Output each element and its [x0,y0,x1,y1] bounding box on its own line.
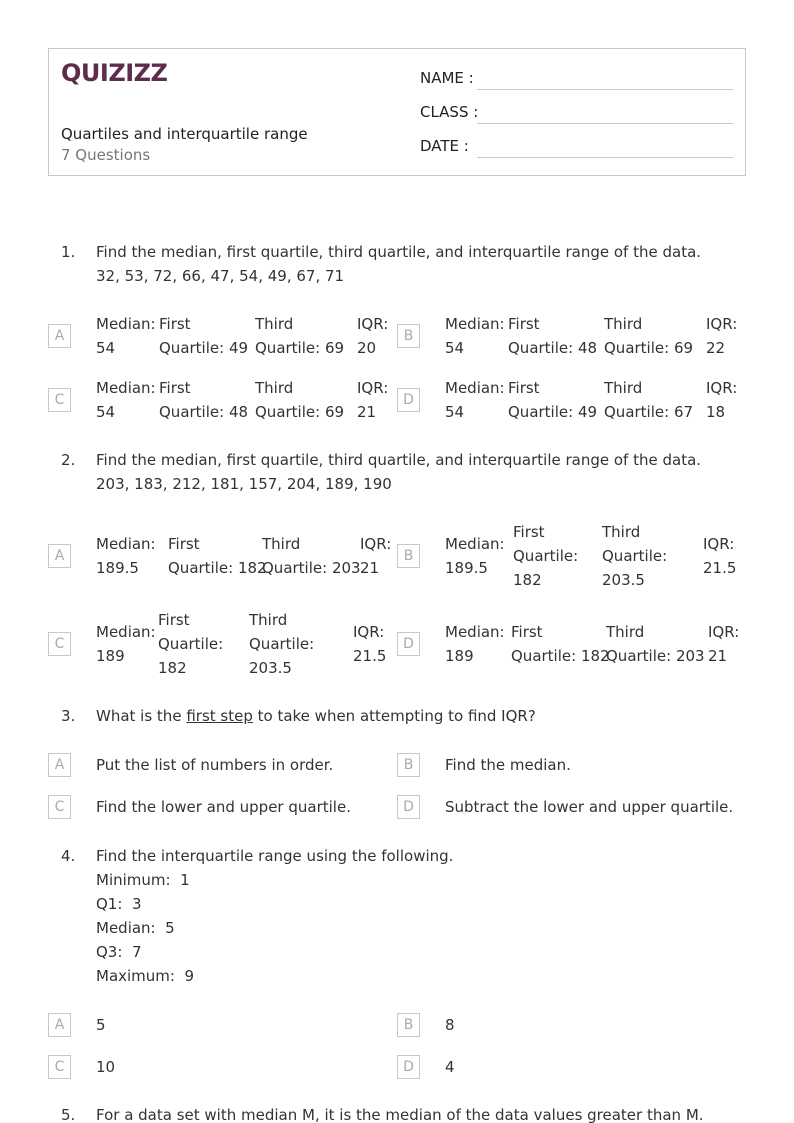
option-c-q1-label: First [159,379,191,397]
option-a-box[interactable]: A [48,544,71,568]
option-a-box[interactable]: A [48,753,71,777]
option-a-q1-value: Quartile: 49 [159,339,249,357]
option-b-text[interactable]: Find the median. [445,756,571,774]
option-a-q1-label: First [159,315,191,333]
option-d-iqr-label: IQR: [706,379,738,397]
option-d-q3-label: Third [604,379,643,397]
option-a-q3-label: Third [262,535,301,553]
question-data-line: Q3: 7 [96,943,142,961]
class-field[interactable] [477,123,733,124]
option-d-box[interactable]: D [397,1055,420,1079]
option-c-iqr-label: IQR: [353,623,385,641]
option-b-q3-label: Third [604,315,643,333]
option-d-q1-value: Quartile: 182 [511,647,610,665]
question-number: 5. [61,1106,76,1123]
option-b-median-value: 189.5 [445,559,488,577]
option-d-box[interactable]: D [397,795,420,819]
question-data-line: Median: 5 [96,919,175,937]
option-d-median-value: 189 [445,647,474,665]
option-b-q3-value: 203.5 [602,571,645,589]
question-emphasis: first step [186,707,253,725]
question-text: For a data set with median M, it is the median of the data values greater than M. [96,1106,704,1123]
option-c-q1-label: First [158,611,190,629]
option-a-q3-value: Quartile: 203 [262,559,361,577]
option-c-median-value: 189 [96,647,125,665]
date-field[interactable] [477,157,733,158]
option-a-median-value: 189.5 [96,559,139,577]
option-c-box[interactable]: C [48,1055,71,1079]
option-c-iqr-value: 21 [357,403,377,421]
option-b-median-label: Median: [445,315,505,333]
question-number: 2. [61,451,76,469]
option-d-text[interactable]: 4 [445,1058,455,1076]
option-b-iqr-value: 21.5 [703,559,737,577]
class-label: CLASS : [420,103,479,121]
worksheet-title: Quartiles and interquartile range [61,125,308,143]
option-a-median-label: Median: [96,535,156,553]
option-c-text[interactable]: 10 [96,1058,116,1076]
option-d-box[interactable]: D [397,388,420,412]
question-number: 4. [61,847,76,865]
question-data-line: Maximum: 9 [96,967,195,985]
option-b-box[interactable]: B [397,324,420,348]
option-c-q3-value: Quartile: 69 [255,403,345,421]
option-a-iqr-label: IQR: [360,535,392,553]
option-b-box[interactable]: B [397,544,420,568]
option-a-box[interactable]: A [48,1013,71,1037]
option-a-text[interactable]: Put the list of numbers in order. [96,756,334,774]
option-c-q3-value: 203.5 [249,659,292,677]
option-a-iqr-value: 20 [357,339,377,357]
question-number: 3. [61,707,76,725]
question-data-line: Minimum: 1 [96,871,190,889]
option-b-iqr-label: IQR: [703,535,735,553]
option-d-text[interactable]: Subtract the lower and upper quartile. [445,798,734,816]
option-b-q3-label: Third [602,523,641,541]
option-b-q1-label: First [513,523,545,541]
option-c-median-label: Median: [96,379,156,397]
option-a-median-value: 54 [96,339,116,357]
option-c-q3-label: Third [249,611,288,629]
option-a-q1-label: First [168,535,200,553]
option-d-q1-value: Quartile: 49 [508,403,598,421]
option-d-box[interactable]: D [397,632,420,656]
option-b-q1-label: First [508,315,540,333]
option-d-median-value: 54 [445,403,465,421]
question-text-part: What is the [96,707,187,725]
option-d-iqr-value: 21 [708,647,728,665]
name-field[interactable] [477,89,733,90]
option-c-median-label: Median: [96,623,156,641]
name-label: NAME : [420,69,474,87]
question-data: 32, 53, 72, 66, 47, 54, 49, 67, 71 [96,267,345,285]
option-b-q3-value: Quartile: 69 [604,339,694,357]
option-b-box[interactable]: B [397,753,420,777]
question-data-line: Q1: 3 [96,895,142,913]
option-b-q1-value: 182 [513,571,542,589]
question-data: 203, 183, 212, 181, 157, 204, 189, 190 [96,475,392,493]
option-b-median-label: Median: [445,535,505,553]
option-c-box[interactable]: C [48,795,71,819]
option-c-q3-label: Third [255,379,294,397]
option-d-iqr-label: IQR: [708,623,740,641]
option-a-box[interactable]: A [48,324,71,348]
option-b-q3-label-2: Quartile: [602,547,668,565]
option-d-median-label: Median: [445,623,505,641]
option-c-iqr-label: IQR: [357,379,389,397]
option-a-iqr-value: 21 [360,559,380,577]
option-b-box[interactable]: B [397,1013,420,1037]
option-c-q1-value: 182 [158,659,187,677]
option-a-q3-label: Third [255,315,294,333]
option-d-q3-value: Quartile: 67 [604,403,694,421]
option-b-q1-value: Quartile: 48 [508,339,598,357]
option-a-q3-value: Quartile: 69 [255,339,345,357]
option-c-median-value: 54 [96,403,116,421]
option-b-q1-label-2: Quartile: [513,547,579,565]
option-c-box[interactable]: C [48,388,71,412]
question-text: Find the median, first quartile, third quartile, and interquartile range of the data. [96,243,702,261]
question-count: 7 Questions [61,146,151,164]
option-b-iqr-label: IQR: [706,315,738,333]
option-c-q1-label-2: Quartile: [158,635,224,653]
option-c-q3-label-2: Quartile: [249,635,315,653]
date-label: DATE : [420,137,469,155]
question-text [96,704,536,728]
option-a-q1-value: Quartile: 182 [168,559,267,577]
option-c-text[interactable]: Find the lower and upper quartile. [96,798,351,816]
option-a-text[interactable]: 5 [96,1016,106,1034]
option-c-q1-value: Quartile: 48 [159,403,249,421]
option-d-q1-label: First [508,379,540,397]
option-d-q3-value: Quartile: 203 [606,647,705,665]
option-c-iqr-value: 21.5 [353,647,387,665]
question-text: Find the interquartile range using the following. [96,847,454,865]
option-a-iqr-label: IQR: [357,315,389,333]
option-d-q3-label: Third [606,623,645,641]
worksheet-header [48,48,746,176]
option-b-median-value: 54 [445,339,465,357]
option-d-q1-label: First [511,623,543,641]
option-b-text[interactable]: 8 [445,1016,455,1034]
option-d-iqr-value: 18 [706,403,726,421]
option-c-box[interactable]: C [48,632,71,656]
question-text-part: to take when attempting to find IQR? [252,707,536,725]
quizizz-logo: QUIZIZZ [61,59,168,87]
question-text: Find the median, first quartile, third quartile, and interquartile range of the data. [96,451,702,469]
option-b-iqr-value: 22 [706,339,726,357]
option-a-median-label: Median: [96,315,156,333]
question-number: 1. [61,243,76,261]
option-d-median-label: Median: [445,379,505,397]
